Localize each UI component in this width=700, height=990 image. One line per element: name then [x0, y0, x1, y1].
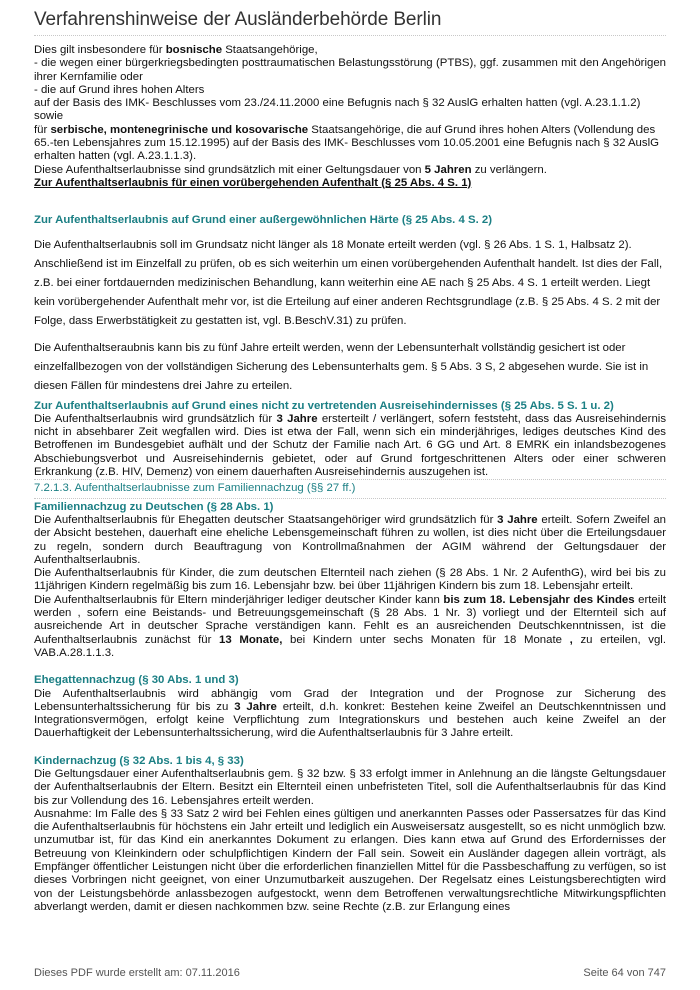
footer-page-number: Seite 64 von 747: [583, 967, 666, 979]
kinder-paragraph-2: Ausnahme: Im Falle des § 33 Satz 2 wird bei Fehlen eines gültigen und anerkannten Passes oder Passersatzes für das Kind die Aufenthaltserlaubnis für höchstens ein Jahr erteilt und lediglich ein Ausweisersatz ausgestellt, so es nicht unmöglich bzw. unzumutbar ist, für das Kind ein anerkanntes Dokument zu erlangen. Dies kann etwa auf Grund des Erfordernisses der Betreuung von Kleinkindern oder schulpflichtigen Kindern der Fall sein. Soweit ein Ausländer dagegen allein vorträgt, als Empfänger öffentlicher Leistungen nicht über die erforderlichen finanziellen Mittel für die Passbeschaffung zu verfügen, so ist dieses Vorbringen nicht geeignet, von einer Unzumutbarkeit auszugehen. Der Regelsatz eines Leistungsberechtigten wird von der Leistungsbehörde anlassbezogen aufgestockt, wenn dem Betroffenen verwaltungsrechtliche Mitwirkungspflichten abverlangt werden, damit er diesen nachkommen bzw. seine Rechte (z.B. zur Erlangung eines: [34, 807, 666, 913]
deutsche-paragraph-1: Die Aufenthaltserlaubnis für Ehegatten deutscher Staatsangehöriger wird grundsätzlich für 3 Jahre erteilt. Sofern Zweifel an der Absicht bestehen, dauerhaft eine eheliche Lebensgemeinschaft führen zu wollen, ist dies nicht über die Erteilungsdauer zu regeln, sondern durch Beauftragung von Kontrollmaßnahmen der AGIM während der Geltungsdauer der Aufenthaltserlaubnis.: [34, 513, 666, 566]
page-header: [34, 9, 666, 36]
deutsche-paragraph-3: Die Aufenthaltserlaubnis für Eltern minderjähriger lediger deutscher Kinder kann bis zum 18. Lebensjahr des Kindes erteilt werden , sofern eine Beistands- und Betreuungsgemeinschaft (§ 28 Abs. 1 Nr. 3) vorliegt und der Elternteil sich auf ausreichende Art in deutscher Sprache verständigen kann. Fehlt es an ausreichenden Deutschkenntnissen, ist die Aufenthaltserlaubnis zunächst für 13 Monate, bei Kindern unter sechs Monaten für 18 Monate , zu erteilen, vgl. VAB.A.28.1.1.3.: [34, 593, 666, 659]
kinder-heading: Kindernachzug (§ 32 Abs. 1 bis 4, § 33): [34, 754, 244, 767]
intro-paragraph-1: Dies gilt insbesondere für bosnische Staatsangehörige,: [34, 44, 318, 56]
deutsche-heading: Familiennachzug zu Deutschen (§ 28 Abs. 1): [34, 498, 666, 514]
intro-paragraph-5: für serbische, montenegrinische und kosovarische Staatsangehörige, die auf Grund ihres hohen Alters (Vollendung des 65.-ten Lebensjahres zum 15.12.1995) auf der Basis des IMK- Beschlusses vom 10.05.2001 eine Befugnis nach § 32 AuslG erhalten hatten (vgl. A.23.1.1.3).: [34, 123, 659, 163]
familiennachzug-section-title: 7.2.1.3. Aufenthaltserlaubnisse zum Familiennachzug (§§ 27 ff.): [34, 479, 666, 495]
vorlaeufig-link-heading: Zur Aufenthaltserlaubnis für einen vorübergehenden Aufenthalt (§ 25 Abs. 4 S. 1): [34, 176, 472, 189]
intro-paragraph-2: - die wegen einer bürgerkriegsbedingten posttraumatischen Belastungsstörung (PTBS), ggf. zusammen mit den Angehörigen ihrer Kernfamilie oder: [34, 57, 666, 83]
deutsche-paragraph-2: Die Aufenthaltserlaubnis für Kinder, die zum deutschen Elternteil nach ziehen (§ 28 Abs. 1 Nr. 2 AufenthG), wird bei bis zu 11jährigen Kindern regelmäßig bis zum 16. Lebensjahr bzw. bei über 11jährigen Kindern bis zum 18. Lebensjahr erteilt.: [34, 567, 666, 593]
ehegatten-heading: Ehegattennachzug (§ 30 Abs. 1 und 3): [34, 674, 239, 687]
haerte-heading: Zur Aufenthaltserlaubnis auf Grund einer außergewöhnlichen Härte (§ 25 Abs. 4 S. 2): [34, 214, 493, 227]
intro-paragraph-6: Diese Aufenthaltserlaubnisse sind grundsätzlich mit einer Geltungsdauer von 5 Jahren zu verlängern.: [34, 163, 547, 176]
haerte-paragraph-2: Die Aufenthaltseraubnis kann bis zu fünf Jahre erteilt werden, wenn der Lebensunterhalt vollständig gesichert ist oder einzelfallbezogen von der vollständigen Sicherung des Lebensunterhalts gem. § 5 Abs. 3 S, 2 abgesehen wurde. Sie ist in diesen Fällen für mindestens drei Jahre zu erteilen.: [34, 341, 649, 392]
intro-paragraph-4: auf der Basis des IMK- Beschlusses vom 23./24.11.2000 eine Befugnis nach § 32 AuslG erhalten hatten (vgl. A.23.1.1.2) sowie: [34, 97, 641, 123]
footer-created-date: Dieses PDF wurde erstellt am: 07.11.2016: [34, 967, 240, 979]
kinder-paragraph-1: Die Geltungsdauer einer Aufenthaltserlaubnis gem. § 32 bzw. § 33 erfolgt immer in Anlehnung an die längste Geltungsdauer der Aufenthaltserlaubnis der Eltern. Besitzt ein Elternteil einen unbefristeten Titel, soll die Aufenthaltserlaubnis für das Kind bis zur Vollendung des 16. Lebensjahres erteilt werden.: [34, 767, 666, 807]
page-title: Verfahrenshinweise der Ausländerbehörde Berlin: [34, 9, 442, 30]
ausreise-heading: Zur Aufenthaltserlaubnis auf Grund eines nicht zu vertretenden Ausreisehindernisses (§ 25 Abs. 5 S. 1 u. 2): [34, 399, 614, 412]
ausreise-paragraph-1: Die Aufenthaltserlaubnis wird grundsätzlich für 3 Jahre ersterteilt / verlängert, sofern feststeht, dass das Ausreisehindernis nicht in absehbarer Zeit wegfallen wird. Dies ist etwa der Fall, wenn sich ein minderjähriges, lediges deutsches Kind des Betroffenen im Bundesgebiet aufhält und der Schutz der Familie nach Art. 6 GG und Art. 8 EMRK ein inlandsbezogenes Abschiebungsverbot und Ausreisehindernis gebietet, oder auf Grund fortgeschrittenen Alters oder einer schweren Erkrankung (z.B. HIV, Demenz) von einem dauerhaften Ausreisehindernis auszugehen ist.: [34, 412, 667, 479]
haerte-paragraph-1: Die Aufenthaltserlaubnis soll im Grundsatz nicht länger als 18 Monate erteilt werden (vgl. § 26 Abs. 1 S. 1, Halbsatz 2). Anschließend ist im Einzelfall zu prüfen, ob es sich weiterhin um einen vorübergehenden Aufenthalt handelt. Ist dies der Fall, z.B. bei einer fortdauernden medizinischen Behandlung, kann weiterhin eine AE nach § 25 Abs. 4 S. 1 erteilt werden. Liegt kein vorübergehender Aufenthalt mehr vor, ist die Erteilung auf einer anderen Rechtsgrundlage (z.B. § 25 Abs. 4 S. 2 mit der Folge, dass Erwerbstätigkeit zu gestatten ist, vgl. B.BeschV.31) zu prüfen.: [34, 238, 663, 327]
intro-paragraph-3: - die auf Grund ihres hohen Alters: [34, 83, 205, 96]
page-footer: [34, 967, 666, 979]
document-body: [34, 44, 666, 914]
ehegatten-paragraph-1: Die Aufenthaltserlaubnis wird abhängig vom Grad der Integration und der Prognose zur Sicherung des Lebensunterhaltssicherung für bis zu 3 Jahre erteilt, d.h. konkret: Bestehen keine Zweifel an Deutschkenntnissen und Integrationsvermögen, erfolgt keine Verpflichtung zum Integrationskurs und bestehen auch keine Zweifel an der Dauerhaftigkeit der Lebensunterhaltssicherung, wird die Aufenthaltserlaubnis für 3 Jahre erteilt.: [34, 687, 666, 740]
